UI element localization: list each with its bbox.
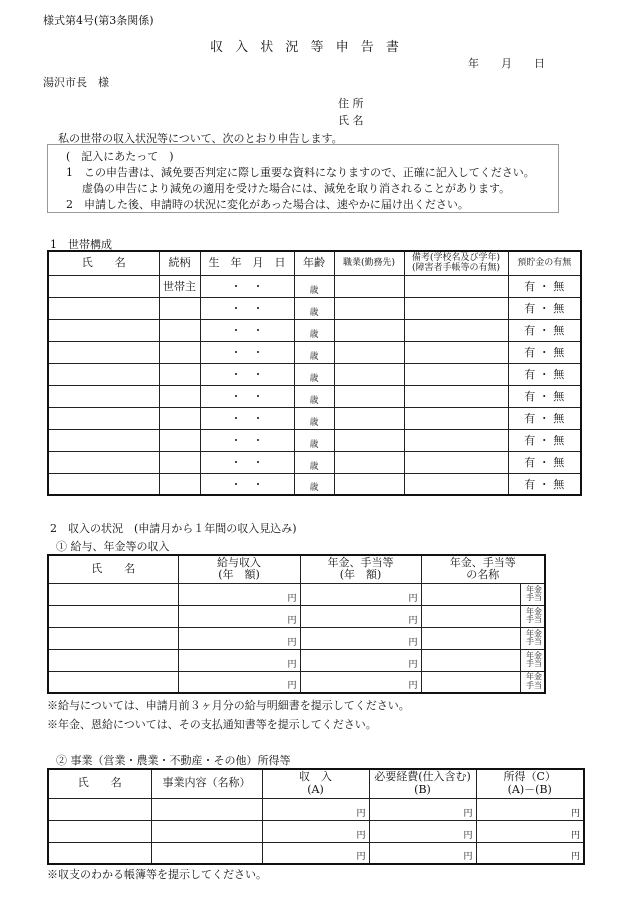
household-savings-cell[interactable]: 有 ・ 無	[508, 297, 581, 319]
household-occupation-cell[interactable]	[334, 275, 404, 297]
household-occupation-cell[interactable]	[334, 385, 404, 407]
household-relation-cell[interactable]	[159, 429, 200, 451]
household-age-cell[interactable]: 歳	[294, 341, 334, 363]
salary-income-cell[interactable]: 円	[178, 671, 300, 693]
pension-amount-cell[interactable]: 円	[300, 583, 421, 605]
household-age-cell[interactable]: 歳	[294, 473, 334, 495]
col-age: 年齢	[294, 251, 334, 275]
household-savings-cell[interactable]: 有 ・ 無	[508, 385, 581, 407]
pension-type-label-2: 手当	[526, 593, 542, 602]
col-business-income-line2: (A)	[307, 782, 324, 796]
household-savings-cell[interactable]: 有 ・ 無	[508, 407, 581, 429]
business-profit-cell[interactable]: 円	[476, 820, 584, 842]
pension-type-label-2: 手当	[526, 637, 542, 646]
household-row	[48, 297, 581, 319]
salary-name-cell[interactable]	[48, 627, 178, 649]
name-label: 氏 名	[338, 114, 364, 127]
pension-name-cell[interactable]	[421, 671, 520, 693]
household-remarks-cell[interactable]	[404, 363, 508, 385]
pension-type-label-1: 年金	[526, 672, 542, 682]
household-age-cell[interactable]: 歳	[294, 275, 334, 297]
salary-row	[48, 583, 545, 605]
col-business-profit-line1: 所得（C）	[503, 770, 556, 784]
col-remarks	[404, 251, 508, 275]
household-row	[48, 319, 581, 341]
household-name-cell[interactable]	[48, 473, 159, 495]
salary-income-cell[interactable]: 円	[178, 649, 300, 671]
pension-type-label-1: 年金	[526, 584, 542, 594]
business-income-cell[interactable]: 円	[262, 842, 369, 864]
business-expense-cell[interactable]: 円	[369, 820, 476, 842]
col-pension-amount-line1: 年金、手当等	[327, 555, 394, 569]
col-business-income-line1: 収 入	[299, 770, 332, 784]
household-name-cell[interactable]	[48, 363, 159, 385]
household-remarks-cell[interactable]	[404, 341, 508, 363]
household-row	[48, 385, 581, 407]
household-row	[48, 275, 581, 297]
business-income-cell[interactable]: 円	[262, 820, 369, 842]
col-salary-income-line2: (年 額)	[218, 568, 260, 582]
household-occupation-cell[interactable]	[334, 363, 404, 385]
household-remarks-cell[interactable]	[404, 275, 508, 297]
business-name-cell[interactable]	[48, 842, 151, 864]
salary-row	[48, 605, 545, 627]
pension-name-cell[interactable]	[421, 627, 520, 649]
document-title: 収 入 状 況 等 申 告 書	[210, 40, 403, 55]
col-business-expense	[369, 769, 476, 798]
col-pension-amount	[300, 555, 421, 583]
salary-income-cell[interactable]: 円	[178, 605, 300, 627]
salary-note-1: ※給与については、申請月前３ヶ月分の給与明細書を提示してください。	[47, 699, 410, 712]
household-remarks-cell[interactable]	[404, 473, 508, 495]
household-row	[48, 473, 581, 495]
business-subtitle: ② 事業（営業・農業・不動産・その他）所得等	[56, 754, 291, 767]
pension-amount-cell[interactable]: 円	[300, 671, 421, 693]
pension-type-label	[520, 605, 545, 627]
instruction-2: 2 申請した後、申請時の状況に変化があった場合は、速やかに届け出ください。	[66, 198, 469, 211]
household-relation-cell[interactable]	[159, 297, 200, 319]
household-savings-cell[interactable]: 有 ・ 無	[508, 429, 581, 451]
household-row	[48, 429, 581, 451]
pension-type-label	[520, 671, 545, 693]
instruction-1: 1 この申告書は、減免要否判定に際し重要な資料になりますので、正確に記入してください。	[66, 166, 535, 179]
salary-income-cell[interactable]: 円	[178, 627, 300, 649]
col-remarks-line2: (障害者手帳等の有無)	[411, 263, 501, 274]
business-expense-cell[interactable]: 円	[369, 798, 476, 820]
instruction-1-cont: 虚偽の申告により減免の適用を受けた場合には、減免を取り消されることがあります。	[82, 182, 511, 195]
household-occupation-cell[interactable]	[334, 297, 404, 319]
col-occupation: 職業(勤務先)	[334, 251, 404, 275]
household-remarks-cell[interactable]	[404, 451, 508, 473]
household-remarks-cell[interactable]	[404, 297, 508, 319]
salary-row	[48, 671, 545, 693]
col-pension-name	[421, 555, 545, 583]
pension-amount-cell[interactable]: 円	[300, 649, 421, 671]
household-savings-cell[interactable]: 有 ・ 無	[508, 275, 581, 297]
col-pension-name-line2: の名称	[466, 568, 500, 582]
household-birthdate-cell[interactable]: ・ ・	[200, 341, 294, 363]
col-savings: 預貯金の有無	[508, 251, 581, 275]
col-salary-income	[178, 555, 300, 583]
household-occupation-cell[interactable]	[334, 319, 404, 341]
household-name-cell[interactable]	[48, 429, 159, 451]
pension-amount-cell[interactable]: 円	[300, 627, 421, 649]
pension-type-label-2: 手当	[526, 680, 542, 690]
household-birthdate-cell[interactable]: ・ ・	[200, 297, 294, 319]
pension-name-cell[interactable]	[421, 649, 520, 671]
household-name-cell[interactable]	[48, 451, 159, 473]
household-birthdate-cell[interactable]: ・ ・	[200, 319, 294, 341]
business-content-cell[interactable]	[151, 798, 262, 820]
household-occupation-cell[interactable]	[334, 473, 404, 495]
household-savings-cell[interactable]: 有 ・ 無	[508, 363, 581, 385]
household-relation-cell[interactable]	[159, 385, 200, 407]
household-remarks-cell[interactable]	[404, 429, 508, 451]
pension-type-label-2: 手当	[526, 615, 542, 624]
business-profit-cell[interactable]: 円	[476, 842, 584, 864]
household-table	[47, 250, 582, 496]
household-birthdate-cell[interactable]: ・ ・	[200, 363, 294, 385]
business-content-cell[interactable]	[151, 820, 262, 842]
household-occupation-cell[interactable]	[334, 451, 404, 473]
salary-name-cell[interactable]	[48, 649, 178, 671]
household-relation-cell[interactable]	[159, 451, 200, 473]
col-salary-income-line1: 給与収入	[217, 555, 261, 569]
household-age-cell[interactable]: 歳	[294, 429, 334, 451]
pension-type-label-1: 年金	[526, 606, 542, 616]
household-relation-cell[interactable]	[159, 341, 200, 363]
household-age-cell[interactable]: 歳	[294, 319, 334, 341]
household-name-cell[interactable]	[48, 341, 159, 363]
household-savings-cell[interactable]: 有 ・ 無	[508, 451, 581, 473]
household-savings-cell[interactable]: 有 ・ 無	[508, 341, 581, 363]
household-row	[48, 341, 581, 363]
household-relation-cell[interactable]	[159, 473, 200, 495]
col-name: 氏 名	[48, 251, 159, 275]
col-remarks-line1: 備考(学校名及び学年)	[411, 252, 501, 263]
intro-text: 私の世帯の収入状況等について、次のとおり申告します。	[58, 132, 343, 145]
address-label: 住 所	[338, 97, 364, 110]
salary-table	[47, 554, 546, 694]
household-age-cell[interactable]: 歳	[294, 385, 334, 407]
col-business-name: 氏 名	[48, 769, 151, 798]
household-relation-cell[interactable]	[159, 363, 200, 385]
household-birthdate-cell[interactable]: ・ ・	[200, 407, 294, 429]
household-savings-cell[interactable]: 有 ・ 無	[508, 473, 581, 495]
business-profit-cell[interactable]: 円	[476, 798, 584, 820]
household-birthdate-cell[interactable]: ・ ・	[200, 275, 294, 297]
col-business-income	[262, 769, 369, 798]
pension-type-label	[520, 649, 545, 671]
pension-name-cell[interactable]	[421, 583, 520, 605]
col-pension-name-line1: 年金、手当等	[449, 555, 516, 569]
household-relation-cell[interactable]: 世帯主	[159, 275, 200, 297]
household-remarks-cell[interactable]	[404, 385, 508, 407]
household-relation-cell[interactable]	[159, 319, 200, 341]
household-name-cell[interactable]	[48, 319, 159, 341]
household-age-cell[interactable]: 歳	[294, 407, 334, 429]
household-row	[48, 407, 581, 429]
business-content-cell[interactable]	[151, 842, 262, 864]
salary-subtitle: ① 給与、年金等の収入	[56, 540, 170, 553]
pension-type-label-1: 年金	[526, 628, 542, 638]
household-name-cell[interactable]	[48, 297, 159, 319]
business-income-cell[interactable]: 円	[262, 798, 369, 820]
business-note: ※収支のわかる帳簿等を提示してください。	[47, 868, 267, 881]
col-birthdate: 生 年 月 日	[200, 251, 294, 275]
instructions-heading: ( 記入にあたって )	[66, 150, 174, 163]
household-name-cell[interactable]	[48, 385, 159, 407]
col-business-content: 事業内容（名称）	[151, 769, 262, 798]
pension-name-cell[interactable]	[421, 605, 520, 627]
household-birthdate-cell[interactable]: ・ ・	[200, 451, 294, 473]
household-age-cell[interactable]: 歳	[294, 297, 334, 319]
salary-row	[48, 627, 545, 649]
form-number: 様式第4号(第3条関係)	[43, 14, 154, 27]
household-birthdate-cell[interactable]: ・ ・	[200, 473, 294, 495]
pension-type-label-2: 手当	[526, 659, 542, 668]
business-name-cell[interactable]	[48, 798, 151, 820]
household-remarks-cell[interactable]	[404, 319, 508, 341]
household-name-cell[interactable]	[48, 275, 159, 297]
salary-income-cell[interactable]: 円	[178, 583, 300, 605]
household-row	[48, 451, 581, 473]
salary-row	[48, 649, 545, 671]
business-row	[48, 798, 584, 820]
col-business-expense-line2: (B)	[414, 782, 431, 796]
household-occupation-cell[interactable]	[334, 341, 404, 363]
household-age-cell[interactable]: 歳	[294, 363, 334, 385]
household-age-cell[interactable]: 歳	[294, 451, 334, 473]
date-line: 年 月 日	[468, 57, 545, 70]
household-occupation-cell[interactable]	[334, 407, 404, 429]
business-row	[48, 820, 584, 842]
salary-name-cell[interactable]	[48, 605, 178, 627]
household-row	[48, 363, 581, 385]
addressee: 湯沢市長 様	[43, 76, 109, 89]
household-remarks-cell[interactable]	[404, 407, 508, 429]
business-row	[48, 842, 584, 864]
business-table	[47, 768, 585, 865]
household-birthdate-cell[interactable]: ・ ・	[200, 385, 294, 407]
col-business-expense-line1: 必要経費(仕入含む)	[374, 770, 471, 784]
household-relation-cell[interactable]	[159, 407, 200, 429]
col-business-profit	[476, 769, 584, 798]
pension-type-label-1: 年金	[526, 650, 542, 660]
business-expense-cell[interactable]: 円	[369, 842, 476, 864]
col-business-profit-line2: (A)－(B)	[507, 782, 552, 796]
household-occupation-cell[interactable]	[334, 429, 404, 451]
business-name-cell[interactable]	[48, 820, 151, 842]
income-section-title: 2 収入の状況 (申請月から１年間の収入見込み)	[50, 522, 297, 535]
household-name-cell[interactable]	[48, 407, 159, 429]
col-pension-amount-line2: (年 額)	[339, 568, 382, 582]
salary-name-cell[interactable]	[48, 583, 178, 605]
col-relation: 続柄	[159, 251, 200, 275]
household-birthdate-cell[interactable]: ・ ・	[200, 429, 294, 451]
household-section-title: 1 世帯構成	[50, 238, 112, 251]
pension-type-label	[520, 627, 545, 649]
pension-type-label	[520, 583, 545, 605]
pension-amount-cell[interactable]: 円	[300, 605, 421, 627]
salary-note-2: ※年金、恩給については、その支払通知書等を提示してください。	[47, 718, 377, 731]
col-salary-name: 氏 名	[48, 555, 178, 583]
salary-name-cell[interactable]	[48, 671, 178, 693]
household-savings-cell[interactable]: 有 ・ 無	[508, 319, 581, 341]
